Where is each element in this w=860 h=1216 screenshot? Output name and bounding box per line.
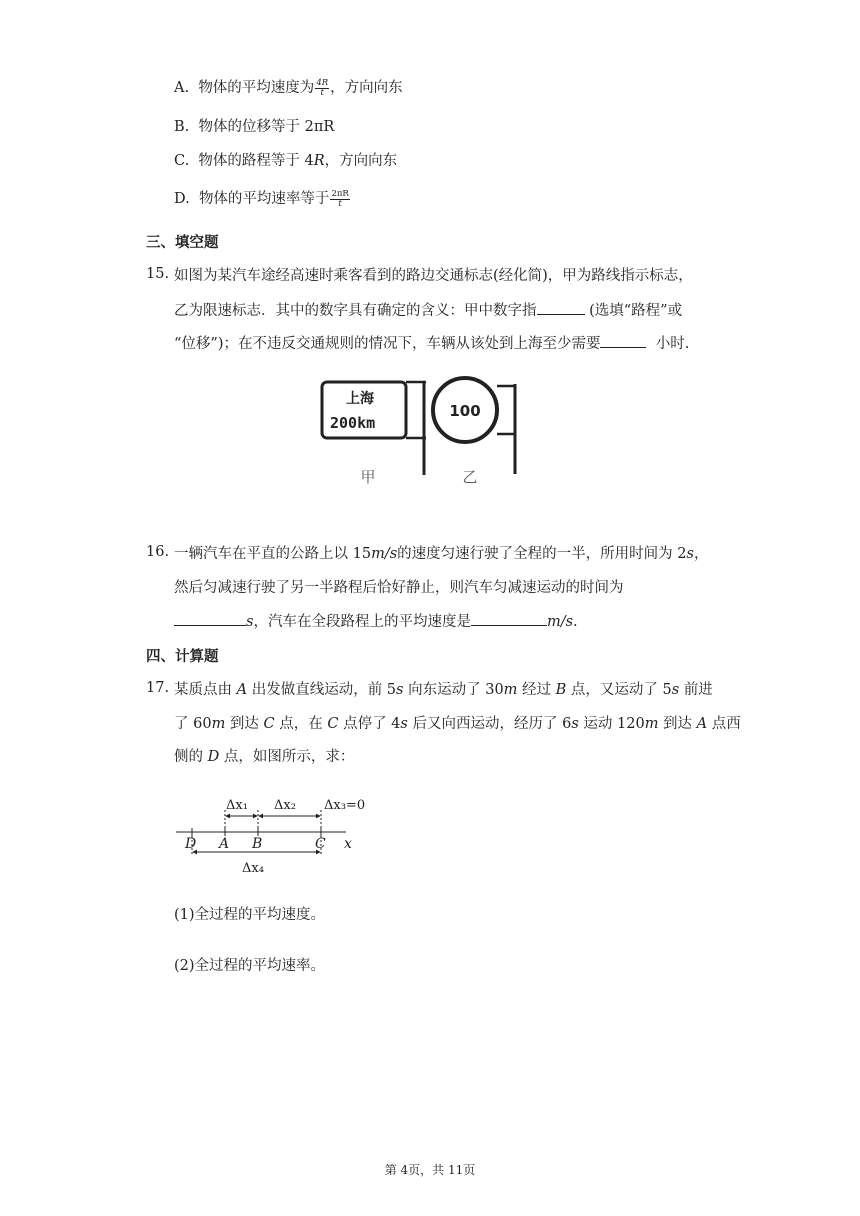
option-c: C. 物体的路程等于 4R，方向向东 (174, 153, 398, 169)
question-number: 15. (146, 266, 170, 282)
answer-blank[interactable] (537, 300, 585, 315)
fraction: $\frac{4R}{t}$ (316, 77, 329, 98)
question-number: 17. (146, 680, 170, 696)
dx3-label: Δx₃=0 (324, 798, 366, 813)
sign-label-b: 乙 (462, 468, 478, 486)
point-a-label: A (219, 836, 230, 852)
point-d-label: D (185, 836, 197, 852)
option-d: D. 物体的平均速率等于 $\frac{2\pi R}{t}$ (174, 188, 349, 209)
point-b-label: B (252, 836, 263, 852)
point-c-label: C (315, 836, 326, 852)
q17-sub-2: (2)全过程的平均速率。 (174, 958, 326, 974)
option-a: A. 物体的平均速度为 $\frac{4R}{t}$ ，方向向东 (174, 77, 403, 98)
q17-line-2: 了 60m 到达 C 点，在 C 点停了 4s 后又向西运动，经历了 6s 运动 120m 到达 A 点西 (174, 716, 741, 732)
q16-line-1: 一辆汽车在平直的公路上以 15m/s的速度匀速行驶了全程的一半，所用时间为 2s， (174, 546, 709, 562)
section-heading-calculation: 四、计算题 (146, 649, 219, 665)
dx4-label: Δx₄ (242, 861, 264, 876)
q15-line-3: “位移”)；在不违反交通规则的情况下，车辆从该处到上海至少需要 小时. (174, 333, 689, 354)
speed-limit-value: 100 (449, 402, 481, 420)
dx2-label: Δx₂ (274, 798, 296, 813)
sign-label-a: 甲 (360, 468, 376, 486)
sign-city: 上海 (346, 391, 374, 407)
section-heading-fill-in: 三、填空题 (146, 235, 219, 251)
question-number: 16. (146, 544, 170, 560)
q16-line-3: s，汽车在全段路程上的平均速度是 m/s. (174, 611, 578, 632)
option-b: B. 物体的位移等于 2πR (174, 119, 335, 135)
q17-line-1: 某质点由 A 出发做直线运动，前 5s 向东运动了 30m 经过 B 点，又运动了 5s 前进 (174, 682, 713, 698)
page-footer: 第 4页，共 11页 (384, 1163, 476, 1177)
dx1-label: Δx₁ (226, 798, 248, 813)
x-axis-label: x (344, 836, 352, 852)
answer-blank[interactable] (174, 611, 246, 626)
displacement-diagram (174, 792, 374, 880)
q15-line-1: 如图为某汽车途经高速时乘客看到的路边交通标志(经化简)，甲为路线指示标志， (174, 268, 693, 284)
traffic-sign-figure (318, 372, 528, 492)
sign-distance: 200km (330, 414, 376, 432)
answer-blank[interactable] (471, 611, 547, 626)
q16-line-2: 然后匀减速行驶了另一半路程后恰好静止，则汽车匀减速运动的时间为 (174, 580, 624, 596)
answer-blank[interactable] (600, 333, 646, 348)
q17-sub-1: (1)全过程的平均速度。 (174, 907, 326, 923)
fraction: $\frac{2\pi R}{t}$ (331, 188, 349, 209)
q15-line-2: 乙为限速标志．其中的数字具有确定的含义：甲中数字指 (选填“路程”或 (174, 300, 682, 321)
q17-line-3: 侧的 D 点，如图所示，求： (174, 749, 355, 765)
